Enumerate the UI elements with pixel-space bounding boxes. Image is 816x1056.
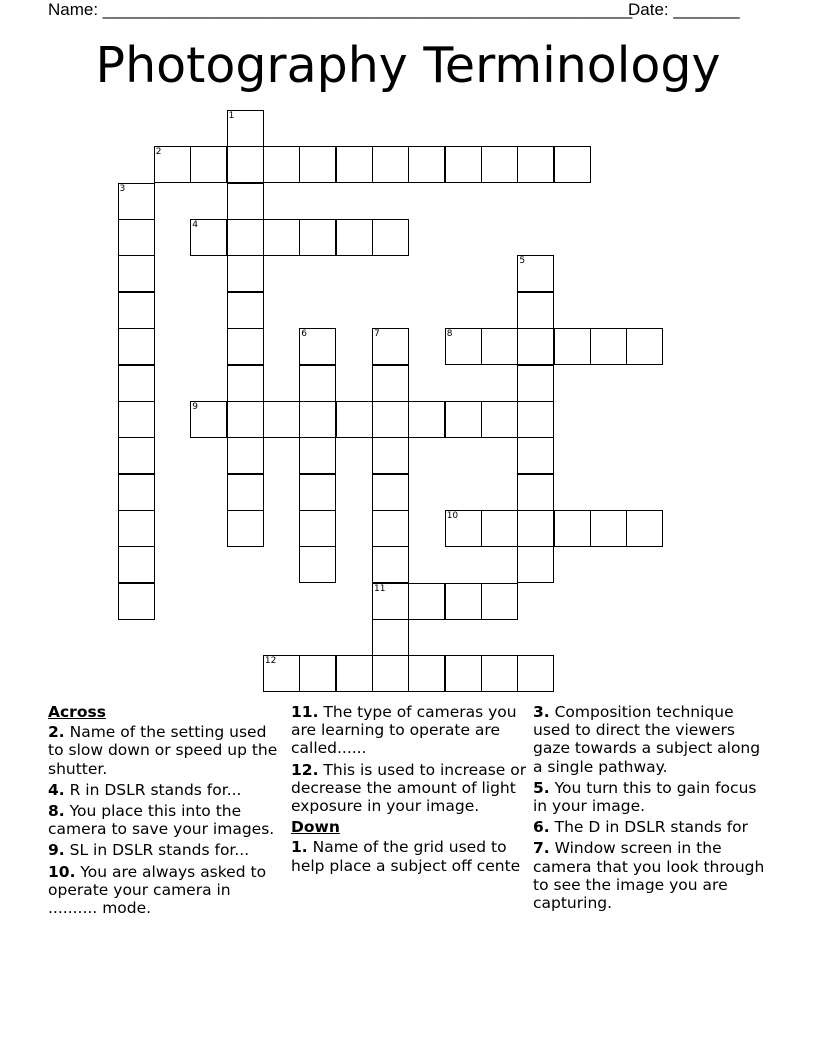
grid-cell[interactable] [517, 510, 554, 547]
clue-number-label: 11. [291, 703, 319, 721]
grid-cell[interactable] [445, 510, 482, 547]
grid-cell[interactable] [118, 474, 155, 511]
clue-number: 11 [374, 583, 386, 594]
grid-cell[interactable] [227, 146, 264, 183]
across-heading: Across [48, 703, 106, 721]
grid-cell[interactable] [481, 655, 518, 692]
clue-number-label: 9. [48, 841, 65, 860]
grid-cell[interactable] [372, 401, 409, 438]
grid-cell[interactable] [445, 655, 482, 692]
grid-cell[interactable] [517, 365, 554, 402]
grid-cell[interactable] [408, 401, 445, 438]
grid-cell[interactable] [554, 510, 591, 547]
across-clues-list-continued [291, 703, 527, 815]
clue [48, 802, 284, 838]
grid-cell[interactable] [481, 146, 518, 183]
grid-cell[interactable] [517, 437, 554, 474]
name-field-label[interactable]: Name: ________________________________________________________ [48, 0, 633, 19]
clue-number: 1 [228, 111, 235, 121]
grid-cell[interactable] [299, 365, 336, 402]
grid-cell[interactable] [118, 583, 155, 620]
grid-cell[interactable] [299, 146, 336, 183]
grid-cell[interactable] [227, 474, 264, 511]
down-heading: Down [291, 818, 340, 837]
grid-cell[interactable] [263, 401, 300, 438]
clue-text: The type of cameras you are learning to operate are called...... [291, 703, 517, 758]
clue-text: The D in DSLR stands for [549, 818, 749, 837]
clue [291, 838, 527, 874]
grid-cell[interactable] [481, 401, 518, 438]
clue [533, 839, 769, 912]
grid-cell[interactable] [626, 510, 663, 547]
clue-number-label: 6. [533, 818, 550, 837]
clue [533, 818, 769, 836]
grid-cell[interactable] [118, 219, 155, 256]
grid-cell[interactable] [372, 365, 409, 402]
clues-column-3 [533, 703, 769, 915]
clue-number: 3 [119, 183, 126, 194]
page-title: Photography Terminology [95, 37, 721, 94]
clue-number-label: 5. [533, 778, 550, 797]
grid-cell[interactable] [517, 474, 554, 511]
grid-cell[interactable] [299, 510, 336, 547]
clue-number-label: 10. [48, 862, 76, 881]
grid-cell[interactable] [372, 510, 409, 547]
grid-cell[interactable] [190, 401, 227, 438]
grid-cell[interactable] [445, 401, 482, 438]
clues-column-1 [48, 703, 284, 920]
grid-cell[interactable] [299, 401, 336, 438]
clue-number: 10 [446, 510, 459, 521]
clue-number-label: 1. [291, 838, 308, 857]
grid-cell[interactable] [118, 546, 155, 583]
grid-cell[interactable] [408, 583, 445, 620]
grid-cell[interactable] [263, 219, 300, 256]
grid-cell[interactable] [118, 183, 155, 220]
grid-cell[interactable] [190, 146, 227, 183]
clue [291, 761, 527, 816]
across-clues-list [48, 723, 284, 917]
grid-cell[interactable] [445, 146, 482, 183]
clue-text: Name of the setting used to slow down or speed up the shutter. [48, 723, 278, 778]
grid-cell[interactable] [227, 255, 264, 292]
grid-cell[interactable] [408, 655, 445, 692]
grid-cell[interactable] [554, 146, 591, 183]
grid-cell[interactable] [299, 546, 336, 583]
grid-cell[interactable] [372, 146, 409, 183]
grid-cell[interactable] [481, 583, 518, 620]
grid-cell[interactable] [517, 546, 554, 583]
grid-cell[interactable] [336, 655, 373, 692]
grid-cell[interactable] [517, 328, 554, 365]
grid-cell[interactable] [336, 401, 373, 438]
grid-cell[interactable] [299, 474, 336, 511]
grid-cell[interactable] [372, 474, 409, 511]
down-clues-list-continued [533, 703, 769, 912]
clues-column-2 [291, 703, 527, 878]
grid-cell[interactable] [227, 183, 264, 220]
clue-text: You are always asked to operate your camera in .......... mode. [48, 862, 267, 918]
clue-text: You place this into the camera to save your images. [48, 802, 275, 839]
grid-cell[interactable] [372, 328, 409, 365]
grid-cell[interactable] [118, 255, 155, 292]
clue [48, 841, 284, 859]
grid-cell[interactable] [227, 401, 264, 438]
grid-cell[interactable] [372, 655, 409, 692]
grid-cell[interactable] [118, 365, 155, 402]
grid-cell[interactable] [227, 328, 264, 365]
grid-cell[interactable] [263, 655, 300, 692]
date-field-label[interactable]: Date: _______ [628, 0, 740, 19]
clue-text: This is used to increase or decrease the amount of light exposure in your image. [291, 760, 527, 816]
clue-number: 4 [192, 220, 198, 231]
clue-number-label: 8. [48, 802, 65, 821]
clue-number-label: 12. [291, 760, 319, 779]
grid-cell[interactable] [481, 328, 518, 365]
grid-cell[interactable] [227, 219, 264, 256]
grid-cell[interactable] [445, 328, 482, 365]
clue-text: Name of the grid used to help place a subject off cente [291, 838, 521, 875]
clue-text: SL in DSLR stands for... [64, 841, 250, 860]
clue-number-label: 3. [533, 703, 550, 721]
down-clues-list [291, 838, 527, 874]
clue [533, 703, 769, 776]
clue-number: 12 [264, 656, 277, 667]
grid-cell[interactable] [517, 292, 554, 329]
grid-cell[interactable] [154, 146, 191, 183]
grid-cell[interactable] [227, 110, 264, 147]
clue-number: 5 [519, 256, 526, 267]
grid-cell[interactable] [190, 219, 227, 256]
clue [533, 779, 769, 815]
clue-number-label: 4. [48, 780, 65, 799]
clue-number-label: 2. [48, 723, 65, 742]
grid-cell[interactable] [118, 328, 155, 365]
grid-cell[interactable] [517, 255, 554, 292]
grid-cell[interactable] [227, 437, 264, 474]
grid-cell[interactable] [590, 328, 627, 365]
grid-cell[interactable] [372, 583, 409, 620]
clue-number: 7 [374, 329, 380, 340]
grid-cell[interactable] [227, 292, 264, 329]
clue-number: 8 [446, 329, 453, 340]
grid-cell[interactable] [626, 328, 663, 365]
grid-cell[interactable] [336, 219, 373, 256]
clue-number: 2 [155, 147, 162, 158]
grid-cell[interactable] [227, 510, 264, 547]
grid-cell[interactable] [517, 146, 554, 183]
clue [48, 781, 284, 799]
grid-cell[interactable] [481, 510, 518, 547]
grid-cell[interactable] [372, 437, 409, 474]
clue-text: R in DSLR stands for... [64, 780, 242, 799]
grid-cell[interactable] [445, 583, 482, 620]
grid-cell[interactable] [263, 146, 300, 183]
clue-text: Composition technique used to direct the viewers gaze towards a subject along a single pathway. [533, 703, 761, 776]
clue [48, 723, 284, 778]
grid-cell[interactable] [372, 619, 409, 656]
clue-text: You turn this to gain focus in your image. [533, 778, 757, 816]
grid-cell[interactable] [554, 328, 591, 365]
grid-cell[interactable] [299, 437, 336, 474]
grid-cell[interactable] [299, 328, 336, 365]
grid-cell[interactable] [118, 510, 155, 547]
grid-cell[interactable] [299, 655, 336, 692]
grid-cell[interactable] [517, 655, 554, 692]
grid-cell[interactable] [118, 401, 155, 438]
clue-number: 9 [192, 401, 198, 412]
clue-text: Window screen in the camera that you look through to see the image you are capturing. [533, 839, 765, 913]
clue-number-label: 7. [533, 839, 550, 858]
grid-cell[interactable] [336, 146, 373, 183]
grid-cell[interactable] [408, 146, 445, 183]
grid-cell[interactable] [372, 219, 409, 256]
clue-number: 6 [301, 329, 308, 340]
grid-cell[interactable] [118, 437, 155, 474]
grid-cell[interactable] [590, 510, 627, 547]
grid-cell[interactable] [372, 546, 409, 583]
clue [48, 863, 284, 918]
grid-cell[interactable] [517, 401, 554, 438]
grid-cell[interactable] [118, 292, 155, 329]
grid-cell[interactable] [299, 219, 336, 256]
grid-cell[interactable] [227, 365, 264, 402]
clue [291, 703, 527, 758]
